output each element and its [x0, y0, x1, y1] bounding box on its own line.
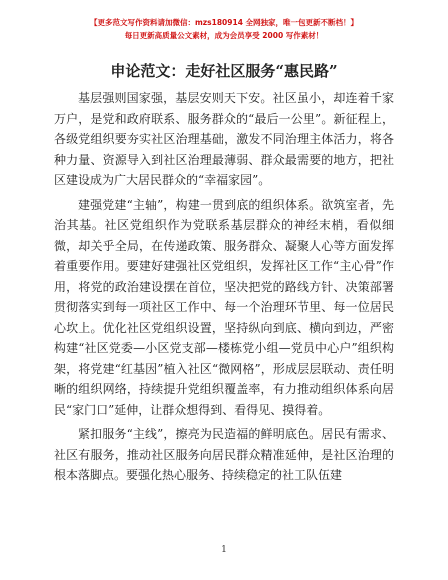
paragraph-3: 紧扣服务“主线”，擦亮为民造福的鲜明底色。居民有需求、社区有服务，推动社区服务向居民群众精准延伸，是社区治理的根本落脚点。要强化热心服务、持续稳定的社工队伍建: [54, 427, 394, 482]
document-body: [54, 88, 394, 490]
promo-banner-line-2: 每日更新高质量公文素材，成为会员享受 2000 写作素材！: [124, 31, 324, 40]
paragraph-1: 基层强则国家强，基层安则天下安。社区虽小，却连着千家万户，是党和政府联系、服务群众的“最后一公里”。新征程上，各级党组织要夯实社区治理基础，激发不同治理主体活力，将各种力量、资源导入到社区治理最薄弱、群众最需要的地方，把社区建设成为广大居民群众的“幸福家园”。: [54, 91, 394, 187]
page-number: 1: [221, 545, 227, 555]
paragraph-2: 建强党建“主轴”，构建一贯到底的组织体系。欲筑室者，先治其基。社区党组织作为党联系基层群众的神经末梢，看似细微，却关乎全局，在传递政策、服务群众、凝聚人心等方面发挥着重要作用。要建好建强社区党组织，发挥社区工作“主心骨”作用，将党的政治建设摆在首位，坚决把党的路线方针、决策部署贯彻落实到每一项社区工作中、每一个治理环节里、每一位居民心坎上。优化社区党组织设置，坚持纵向到底、横向到边，严密构建“社区党委—小区党支部—楼栋党小组—党员中心户”组织构架，将党建“红基因”植入社区“微网格”，形成层层联动、责任明晰的组织网络，持续提升党组织覆盖率，有力推动组织体系向居民“家门口”延伸，让群众想得到、看得见、摸得着。: [54, 197, 394, 417]
promo-banner-line-1: 【更多范文写作资料请加微信：mzs180914 全网独家，唯一包更新不断档！】: [89, 18, 359, 27]
document-title: 申论范文：走好社区服务“惠民路”: [110, 62, 338, 80]
